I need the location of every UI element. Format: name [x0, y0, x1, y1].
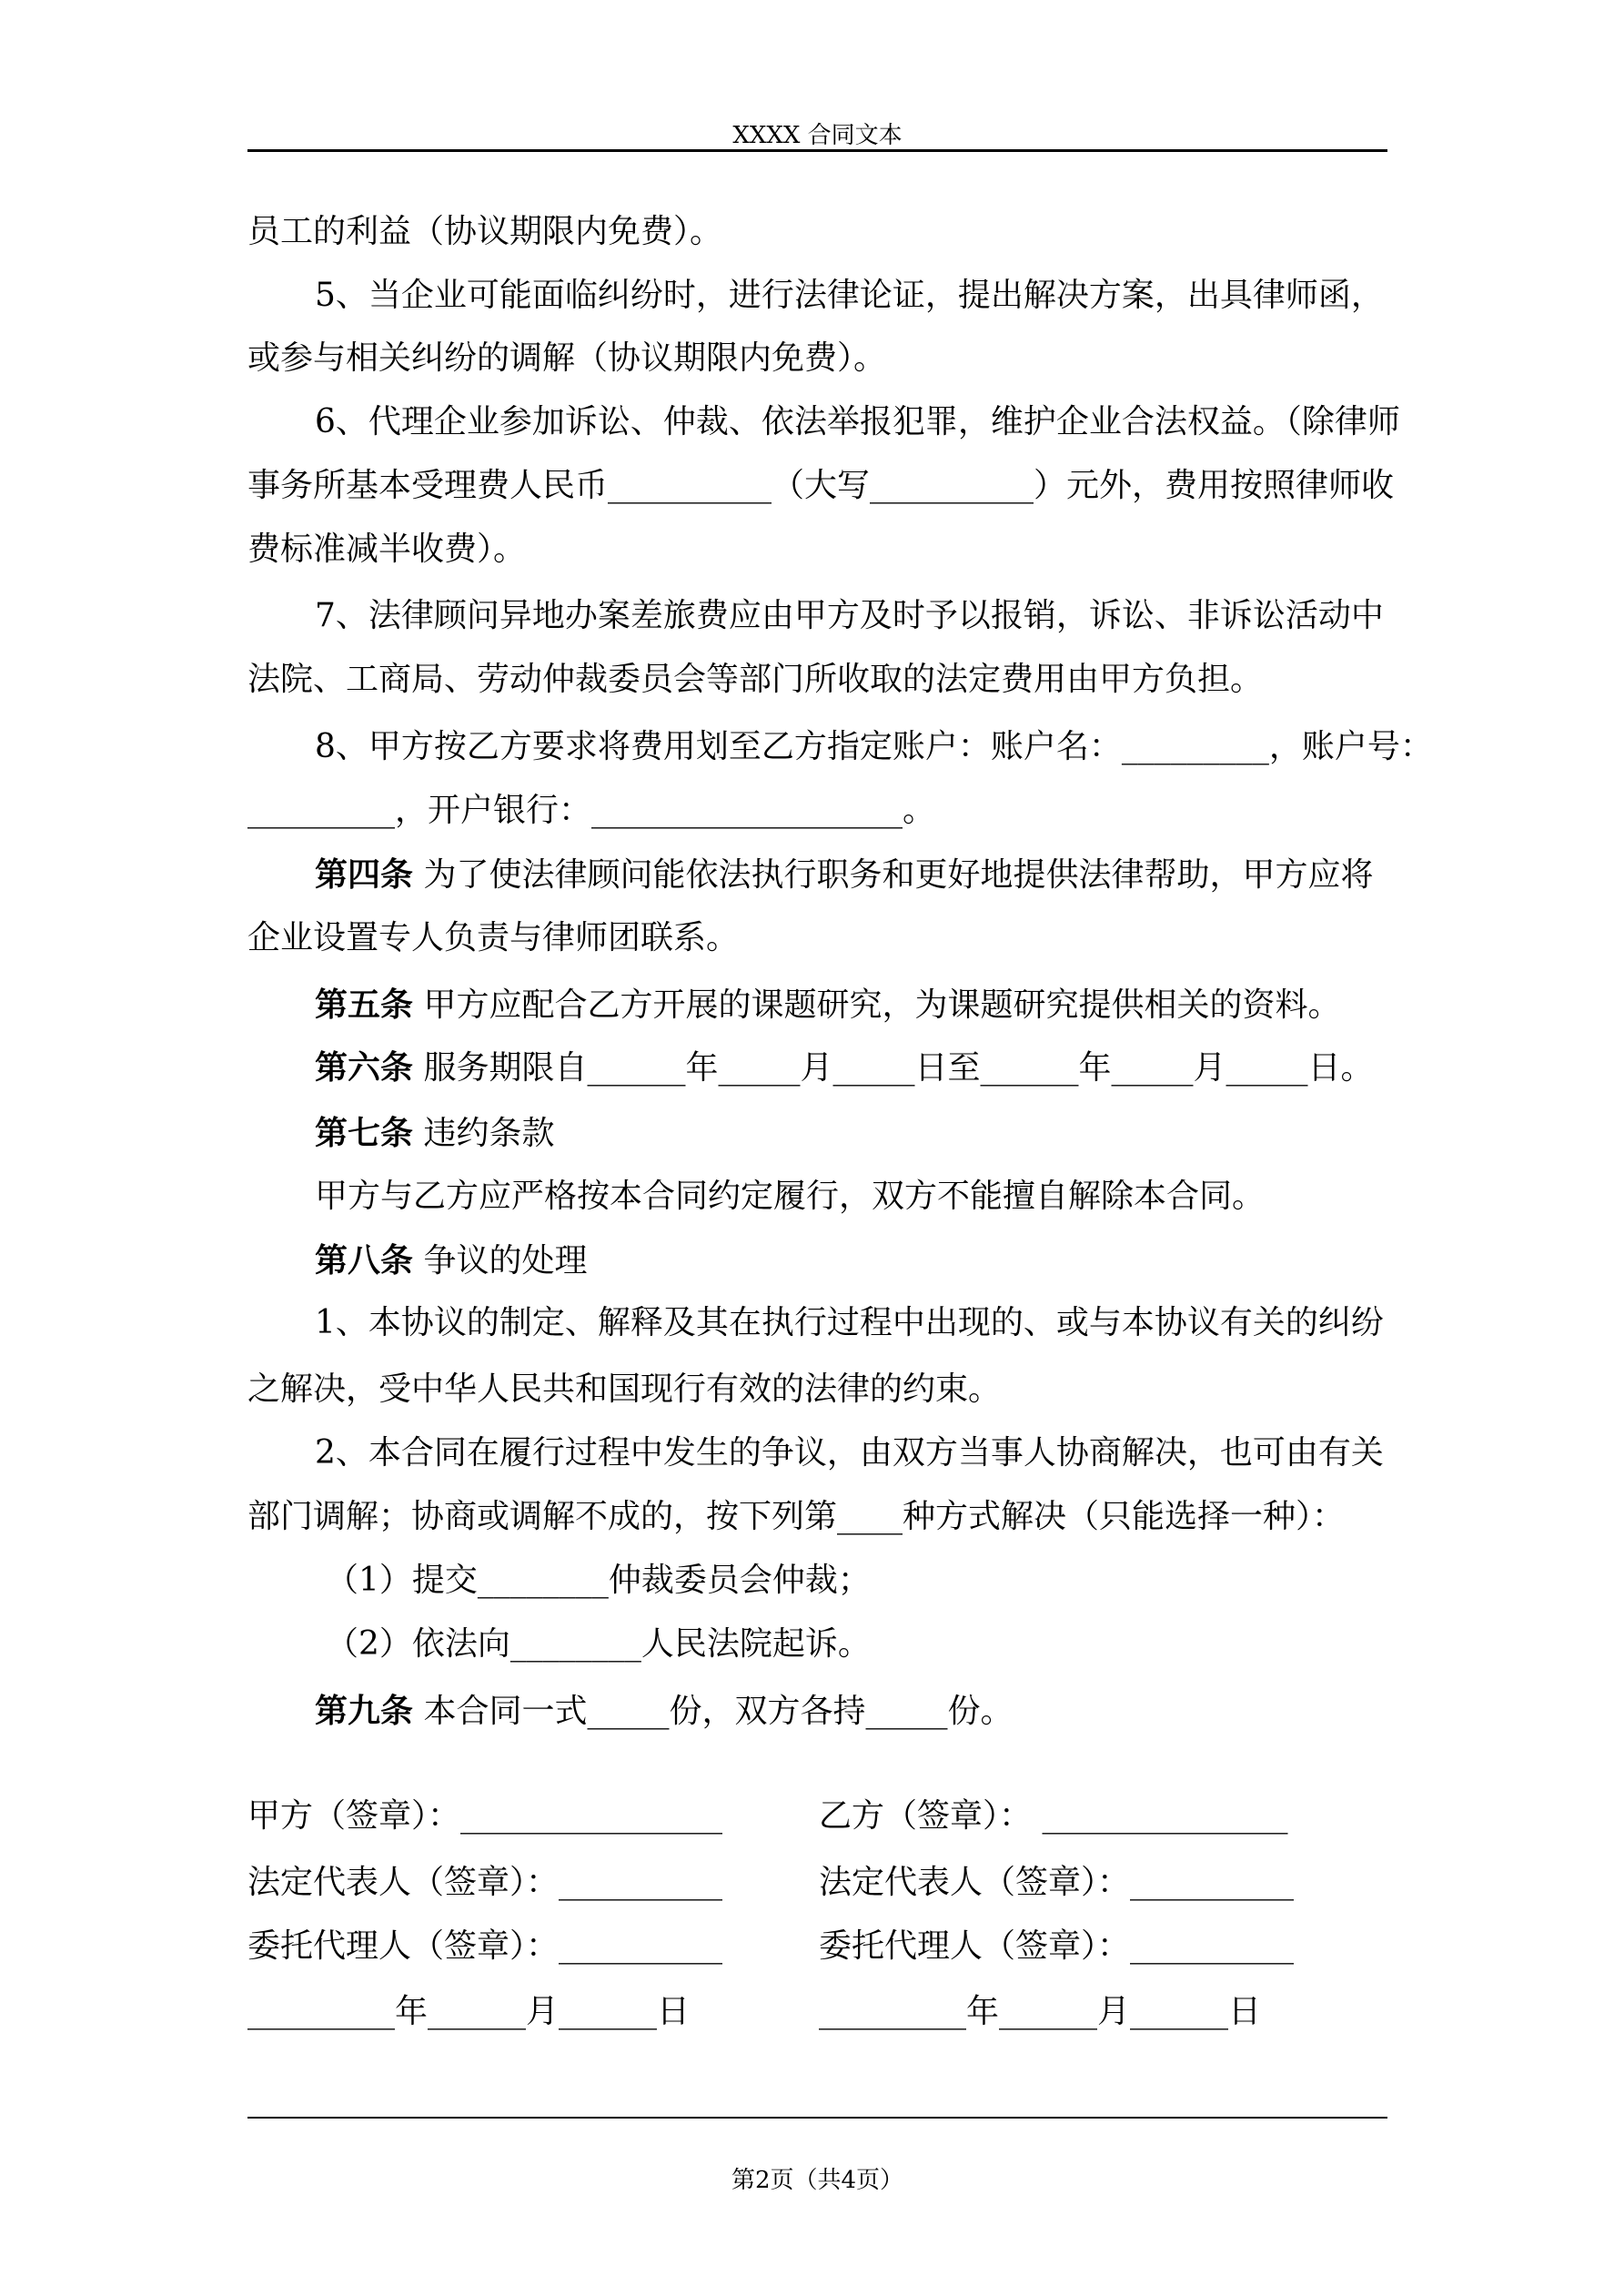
party-a-date: _________年______月______日 [247, 1993, 690, 2030]
paragraph-line: 事务所基本受理费人民币__________（大写__________）元外，费用按照律师收 [247, 467, 1395, 504]
page-header-title: XXXX 合同文本 [732, 122, 903, 149]
paragraph-line: 1、本协议的制定、解释及其在执行过程中出现的、或与本协议有关的纠纷 [315, 1304, 1384, 1341]
footer-rule [247, 2117, 1387, 2119]
article-9 [247, 1691, 1387, 1732]
article-7 [247, 1113, 1387, 1154]
article-label: 第五条 [315, 986, 414, 1024]
article-label: 第八条 [315, 1241, 414, 1279]
paragraph-line: 员工的利益（协议期限内免费）。 [247, 213, 723, 250]
article-6 [247, 1047, 1387, 1088]
article-text: 甲方应配合乙方开展的课题研究，为课题研究提供相关的资料。 [413, 986, 1341, 1024]
party-b-date: _________年______月______日 [819, 1993, 1261, 2030]
article-label: 第七条 [315, 1114, 414, 1152]
page-number: 第2页（共4页） [731, 2167, 904, 2194]
paragraph-line: 企业设置专人负责与律师团联系。 [247, 919, 740, 956]
paragraph-line: 2、本合同在履行过程中发生的争议，由双方当事人协商解决，也可由有关 [315, 1434, 1384, 1472]
article-text: 服务期限自______年_____月_____日至______年_____月_____日。 [413, 1049, 1374, 1087]
article-label: 第九条 [315, 1692, 414, 1730]
paragraph-line: 部门调解；协商或调解不成的，按下列第____种方式解决（只能选择一种）： [247, 1498, 1346, 1535]
paragraph-line: 或参与相关纠纷的调解（协议期限内免费）。 [247, 339, 887, 377]
article-text: 为了使法律顾问能依法执行职务和更好地提供法律帮助，甲方应将 [413, 856, 1374, 894]
article-text: 本合同一式_____份，双方各持_____份。 [413, 1693, 1014, 1730]
paragraph-line: （1）提交________仲裁委员会仲裁； [326, 1562, 871, 1599]
article-4 [247, 855, 1387, 895]
article-8 [247, 1240, 1387, 1281]
paragraph-line: 法院、工商局、劳动仲裁委员会等部门所收取的法定费用由甲方负担。 [247, 661, 1264, 698]
party-b-agent: 委托代理人（签章）：__________ [819, 1927, 1295, 1965]
party-b-signature: 乙方（签章）： _______________ [819, 1797, 1288, 1835]
article-label: 第四条 [315, 855, 414, 894]
party-b-legal-rep: 法定代表人（签章）：__________ [819, 1864, 1295, 1901]
header-rule [247, 149, 1387, 152]
paragraph-line: 5、当企业可能面临纠纷时，进行法律论证，提出解决方案，出具律师函， [315, 277, 1384, 314]
paragraph-line: （2）依法向________人民法院起诉。 [326, 1625, 871, 1663]
article-text: 争议的处理 [413, 1242, 588, 1279]
paragraph-line: 费标准减半收费）。 [247, 531, 527, 568]
article-label: 第六条 [315, 1048, 414, 1087]
party-a-agent: 委托代理人（签章）：__________ [247, 1927, 723, 1965]
paragraph-line: 之解决，受中华人民共和国现行有效的法律的约束。 [247, 1371, 1002, 1408]
paragraph-line: 甲方与乙方应严格按本合同约定履行，双方不能擅自解除本合同。 [315, 1178, 1266, 1215]
paragraph-line: 6、代理企业参加诉讼、仲裁、依法举报犯罪，维护企业合法权益。（除律师 [315, 403, 1400, 440]
party-a-signature: 甲方（签章）：________________ [247, 1797, 723, 1835]
article-5 [247, 985, 1387, 1026]
article-text: 违约条款 [413, 1115, 555, 1152]
paragraph-line: 8、甲方按乙方要求将费用划至乙方指定账户：账户名：_________，账户号： [315, 728, 1433, 765]
paragraph-line: _________，开户银行：___________________。 [247, 792, 936, 829]
paragraph-line: 7、法律顾问异地办案差旅费应由甲方及时予以报销，诉讼、非诉讼活动中 [315, 597, 1384, 634]
party-a-legal-rep: 法定代表人（签章）：__________ [247, 1864, 723, 1901]
